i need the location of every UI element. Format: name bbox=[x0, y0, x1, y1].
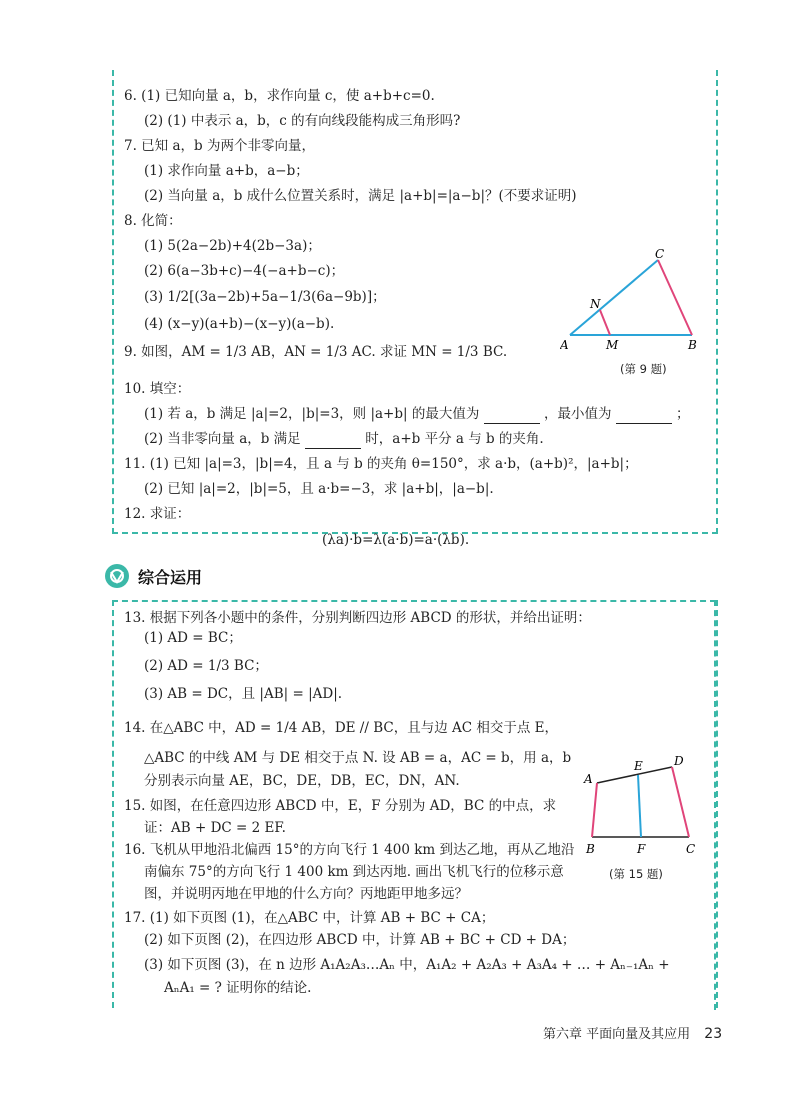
segment-ab-vec bbox=[592, 783, 597, 837]
label-n: N bbox=[590, 297, 601, 311]
problem-15-1: 15. 如图，在任意四边形 ABCD 中，E，F 分别为 AD，BC 的中点，求 bbox=[124, 798, 557, 814]
page-footer bbox=[543, 1023, 722, 1042]
problem-11-1: 11. (1) 已知 |a|=3，|b|=4，且 a 与 b 的夹角 θ=150°，求 a·b，(a+b)²，|a+b|； bbox=[124, 456, 638, 472]
problem-10-2-a: (2) 当非零向量 a，b 满足 bbox=[144, 431, 301, 447]
problem-14-2: △ABC 的中线 AM 与 DE 相交于点 N. 设 AB = a，AC = b，用 a，b bbox=[144, 750, 572, 766]
answer-blank-min[interactable] bbox=[616, 409, 672, 424]
problem-13: 13. 根据下列各小题中的条件，分别判断四边形 ABCD 的形状，并给出证明： bbox=[124, 610, 591, 626]
problem-8-2: (2) 6(a−3b+c)−4(−a+b−c)； bbox=[144, 263, 345, 279]
problem-9: 9. 如图，AM = 1/3 AB，AN = 1/3 AC. 求证 MN = 1/3 BC. bbox=[124, 344, 508, 360]
label-b: B bbox=[688, 338, 697, 352]
problem-16-1: 16. 飞机从甲地沿北偏西 15°的方向飞行 1 400 km 到达乙地，再从乙地沿 bbox=[124, 842, 575, 858]
segment-ef-vec bbox=[638, 775, 641, 837]
problem-16-3: 图，并说明丙地在甲地的什么方向？丙地距甲地多远？ bbox=[144, 886, 468, 902]
label-b: B bbox=[586, 842, 595, 856]
problem-8-4: (4) (x−y)(a+b)−(x−y)(a−b). bbox=[144, 316, 335, 332]
figure-15-caption: (第 15 题) bbox=[609, 867, 663, 881]
problem-10-1-b: ，最小值为 bbox=[543, 406, 612, 422]
answer-blank-condition[interactable] bbox=[305, 434, 361, 449]
problem-16-2: 南偏东 75°的方向飞行 1 400 km 到达丙地. 画出飞机飞行的位移示意 bbox=[144, 864, 564, 880]
problem-17-3: (3) 如下页图 (3)，在 n 边形 A₁A₂A₃…Aₙ 中，A₁A₂ + A₂A₃ + A₃A₄ + … + Aₙ₋₁Aₙ + bbox=[144, 957, 670, 973]
section-header bbox=[104, 563, 202, 589]
problem-17-2: (2) 如下页图 (2)，在四边形 ABCD 中，计算 AB + BC + CD + DA； bbox=[144, 932, 576, 948]
segment-nm bbox=[600, 310, 610, 335]
problem-11-2: (2) 已知 |a|=2，|b|=5，且 a·b=−3，求 |a+b|，|a−b|. bbox=[144, 481, 494, 497]
label-c: C bbox=[686, 842, 696, 856]
segment-dc-vec bbox=[672, 767, 689, 837]
problem-13-3: (3) AB = DC，且 |AB| = |AD|. bbox=[144, 686, 343, 702]
label-a: A bbox=[584, 772, 593, 786]
problem-12-equation: (λa)·b=λ(a·b)=a·(λb). bbox=[322, 532, 470, 548]
problem-10-2-b: 时，a+b 平分 a 与 b 的夹角. bbox=[365, 431, 544, 447]
chapter-title: 第六章 平面向量及其应用 bbox=[543, 1027, 691, 1042]
problem-13-1: (1) AD = BC； bbox=[144, 630, 242, 646]
label-c: C bbox=[655, 248, 665, 261]
label-e: E bbox=[634, 759, 643, 773]
problem-8: 8. 化简： bbox=[124, 213, 182, 229]
problem-7-1: (1) 求作向量 a+b，a−b； bbox=[144, 163, 309, 179]
page-number: 23 bbox=[704, 1026, 723, 1042]
problem-10-1-c: ； bbox=[676, 406, 690, 422]
problem-6-1: 6. (1) 已知向量 a，b，求作向量 c，使 a+b+c=0. bbox=[124, 88, 435, 104]
figure-15 bbox=[582, 755, 702, 865]
problem-6-2: (2) (1) 中表示 a，b，c 的有向线段能构成三角形吗? bbox=[144, 113, 461, 129]
figure-9 bbox=[560, 248, 710, 358]
problem-7: 7. 已知 a，b 为两个非零向量， bbox=[124, 138, 315, 154]
problem-10-1-a: (1) 若 a，b 满足 |a|=2，|b|=3，则 |a+b| 的最大值为 bbox=[144, 406, 480, 422]
segment-ac bbox=[570, 260, 658, 335]
problem-10-2 bbox=[144, 429, 544, 449]
problem-13-2: (2) AD = 1/3 BC； bbox=[144, 658, 268, 674]
problem-7-2: (2) 当向量 a，b 成什么位置关系时，满足 |a+b|=|a−b|？(不要求证明) bbox=[144, 188, 577, 204]
problem-8-3: (3) 1/2[(3a−2b)+5a−1/3(6a−9b)]； bbox=[144, 289, 386, 305]
section-logo-icon bbox=[104, 563, 130, 589]
section-title: 综合运用 bbox=[138, 567, 203, 587]
problem-10: 10. 填空： bbox=[124, 381, 191, 397]
label-m: M bbox=[606, 338, 619, 352]
problem-8-1: (1) 5(2a−2b)+4(2b−3a)； bbox=[144, 238, 321, 254]
figure-9-caption: (第 9 题) bbox=[620, 362, 667, 376]
problem-15-2: 证：AB + DC = 2 EF. bbox=[144, 820, 286, 836]
label-a: A bbox=[560, 338, 569, 352]
answer-blank-max[interactable] bbox=[484, 409, 540, 424]
segment-cb bbox=[658, 260, 692, 335]
problem-12: 12. 求证： bbox=[124, 506, 191, 522]
problem-17-4: AₙA₁ = ? 证明你的结论. bbox=[164, 980, 312, 996]
problem-14-1: 14. 在△ABC 中，AD = 1/4 AB，DE // BC，且与边 AC 相交于点 E， bbox=[124, 720, 559, 736]
label-d: D bbox=[674, 755, 684, 768]
problem-14-3: 分别表示向量 AE，BC，DE，DB，EC，DN，AN. bbox=[144, 773, 460, 789]
problem-17-1: 17. (1) 如下页图 (1)，在△ABC 中，计算 AB + BC + CA； bbox=[124, 910, 495, 926]
problem-10-1 bbox=[144, 404, 690, 424]
label-f: F bbox=[637, 842, 646, 856]
